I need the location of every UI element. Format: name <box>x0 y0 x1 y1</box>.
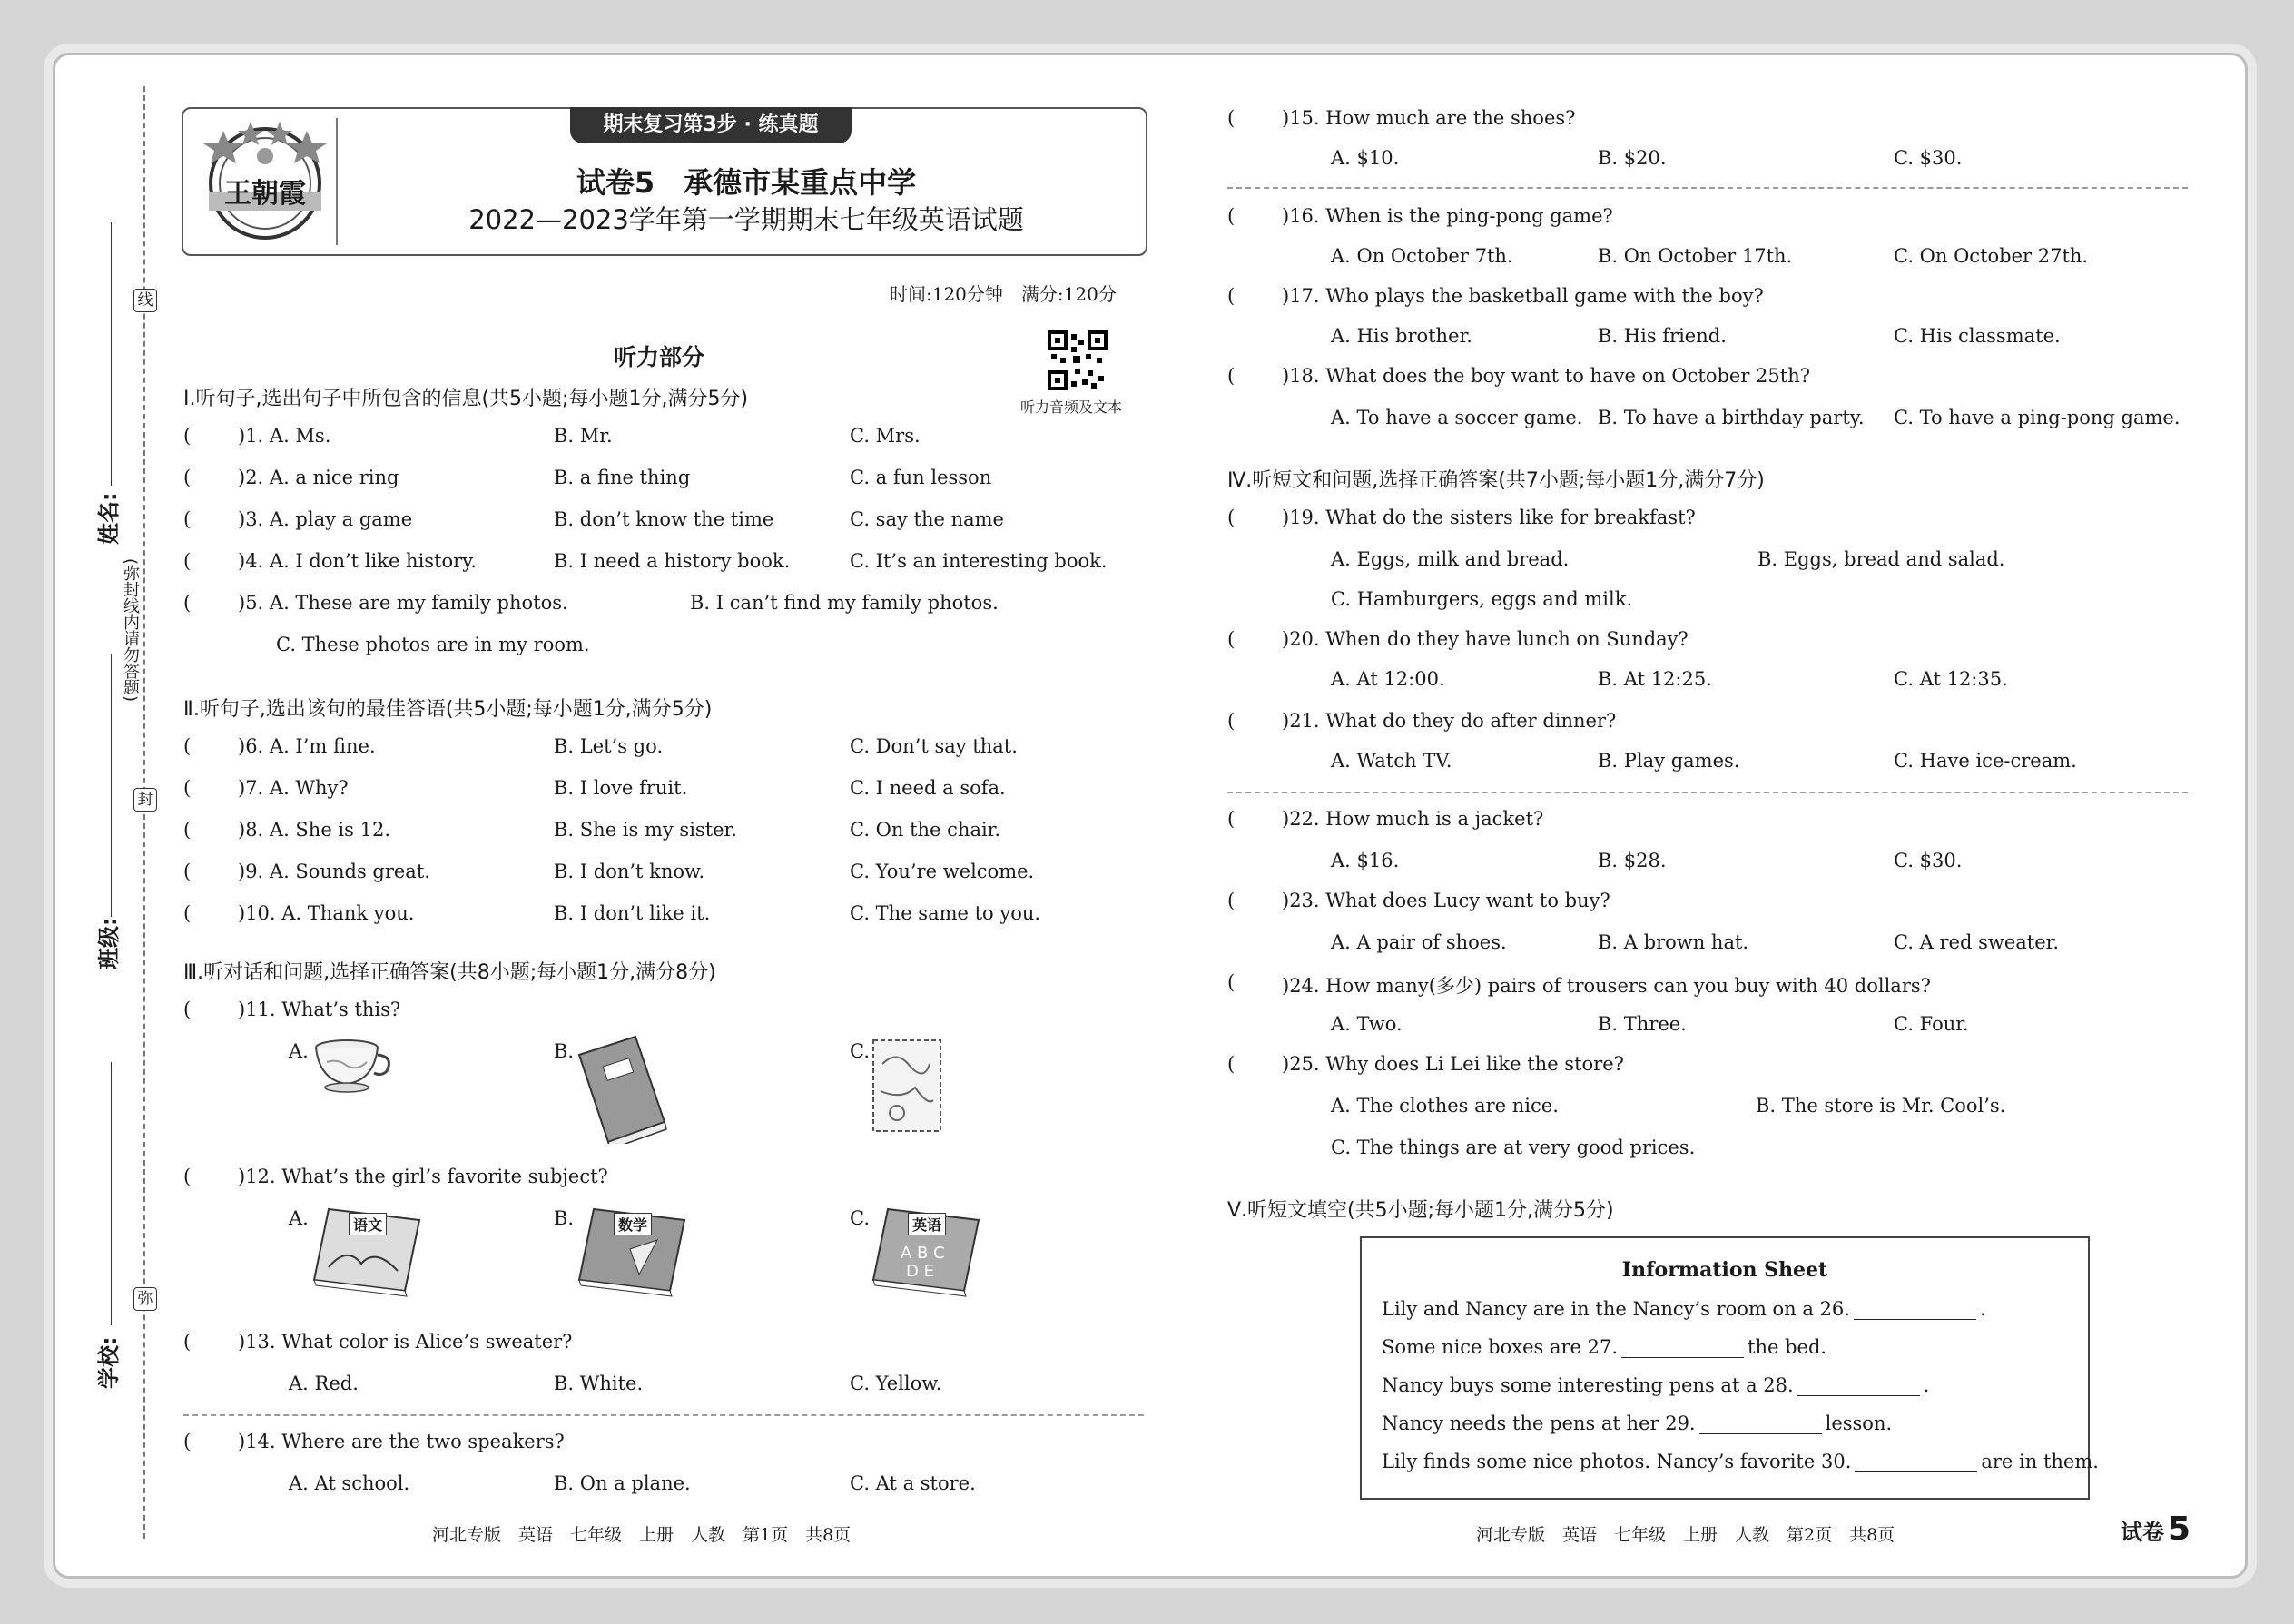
section-1-heading: Ⅰ.听句子,选出句子中所包含的信息(共5小题;每小题1分,满分5分) <box>183 388 749 410</box>
q5-b: B. I can’t find my family photos. <box>690 592 999 614</box>
paren: ( <box>1227 890 1236 911</box>
q6-a: )6. A. I’m fine. <box>238 735 376 757</box>
q14-stem: )14. Where are the two speakers? <box>238 1431 565 1452</box>
q10 <box>183 902 415 924</box>
paren: ( <box>183 1331 192 1353</box>
info-line-27-text: Some nice boxes are 27. <box>1382 1336 1619 1358</box>
header-divider <box>336 118 338 245</box>
cup-icon <box>310 1035 396 1095</box>
paren: ( <box>1227 365 1236 387</box>
info-line-27-end: the bed. <box>1748 1336 1827 1358</box>
time-info: 时间:120分钟 满分:120分 <box>890 283 1117 305</box>
q6-c: C. Don’t say that. <box>850 735 1018 757</box>
q14-c: C. At a store. <box>850 1472 976 1494</box>
seal-mi: 弥 <box>133 1287 157 1311</box>
q20 <box>1227 628 1689 650</box>
section-5-heading: Ⅴ.听短文填空(共5小题;每小题1分,满分5分) <box>1227 1199 1614 1222</box>
q23-stem: )23. What does Lucy want to buy? <box>1282 890 1610 911</box>
q7 <box>183 777 349 799</box>
q8-a: )8. A. She is 12. <box>238 819 390 841</box>
paren: ( <box>183 592 192 614</box>
q10-a: )10. A. Thank you. <box>238 902 415 924</box>
blank-29[interactable] <box>1699 1417 1822 1434</box>
q9 <box>183 861 430 882</box>
q17-stem: )17. Who plays the basketball game with the boy? <box>1282 285 1764 307</box>
q5-c: C. These photos are in my room. <box>276 634 590 655</box>
q11 <box>183 999 401 1020</box>
q2-c: C. a fun lesson <box>850 467 992 488</box>
section-4-heading: Ⅳ.听短文和问题,选择正确答案(共7小题;每小题1分,满分7分) <box>1227 469 1765 492</box>
blank-26[interactable] <box>1854 1303 1976 1320</box>
q13-b: B. White. <box>554 1373 644 1394</box>
logo-text: 王朝霞 <box>224 178 306 210</box>
paren: ( <box>183 861 192 882</box>
q20-a: A. At 12:00. <box>1331 668 1445 690</box>
q17-b: B. His friend. <box>1598 325 1727 347</box>
q16-a: A. On October 7th. <box>1331 245 1513 267</box>
info-line-26-end: . <box>1979 1298 1986 1320</box>
q13-stem: )13. What color is Alice’s sweater? <box>238 1331 573 1353</box>
blank-30[interactable] <box>1855 1455 1977 1472</box>
q14 <box>183 1431 565 1452</box>
name-line[interactable] <box>111 222 112 486</box>
q23-a: A. A pair of shoes. <box>1331 931 1507 953</box>
q2-b: B. a fine thing <box>554 467 691 488</box>
q19-stem: )19. What do the sisters like for breakfast? <box>1282 507 1696 528</box>
q15 <box>1227 107 1576 129</box>
footer-right: 河北专版 英语 七年级 上册 人教 第2页 共8页 <box>1476 1525 1895 1545</box>
chinese-book-label: 语文 <box>349 1213 387 1235</box>
q18-a: A. To have a soccer game. <box>1331 407 1583 428</box>
school-line[interactable] <box>111 1062 112 1325</box>
q10-b: B. I don’t like it. <box>554 902 711 924</box>
banner: 期末复习第3步 · 练真题 <box>570 107 852 143</box>
paper-badge-label: 试卷 <box>2121 1520 2164 1545</box>
q4-c: C. It’s an interesting book. <box>850 550 1108 572</box>
paren: ( <box>1227 628 1236 650</box>
q7-b: B. I love fruit. <box>554 777 688 799</box>
q20-b: B. At 12:25. <box>1598 668 1712 690</box>
name-label: 姓名: <box>96 492 122 545</box>
q2 <box>183 467 399 488</box>
q4-b: B. I need a history book. <box>554 550 791 572</box>
seal-feng: 封 <box>133 788 157 812</box>
q11-c: C. <box>850 1040 870 1062</box>
info-title: Information Sheet <box>1621 1258 1828 1282</box>
q20-stem: )20. When do they have lunch on Sunday? <box>1282 628 1689 650</box>
q21-b: B. Play games. <box>1598 750 1740 772</box>
info-line-26 <box>1382 1298 1986 1320</box>
q3 <box>183 508 413 530</box>
paren: ( <box>183 508 192 530</box>
paren: ( <box>183 999 192 1020</box>
info-line-28-end: . <box>1923 1374 1930 1396</box>
logo-emblem <box>202 118 329 243</box>
class-line[interactable] <box>111 654 112 917</box>
info-line-26-text: Lily and Nancy are in the Nancy’s room on a 26. <box>1382 1298 1850 1320</box>
q11-b: B. <box>554 1040 575 1062</box>
q25-stem: )25. Why does Li Lei like the store? <box>1282 1053 1624 1075</box>
q22-b: B. $28. <box>1598 850 1667 871</box>
q11-stem: )11. What’s this? <box>238 999 401 1020</box>
svg-text:A B C: A B C <box>901 1244 945 1263</box>
q10-c: C. The same to you. <box>850 902 1041 924</box>
info-line-30 <box>1382 1451 2099 1472</box>
svg-text:D E: D E <box>906 1262 934 1281</box>
q24-c: C. Four. <box>1894 1013 1969 1035</box>
paren: ( <box>183 735 192 757</box>
q9-a: )9. A. Sounds great. <box>238 861 430 882</box>
paren: ( <box>1227 507 1236 528</box>
q19-a: A. Eggs, milk and bread. <box>1331 548 1570 570</box>
q21-a: A. Watch TV. <box>1331 750 1452 772</box>
q17 <box>1227 285 1764 307</box>
q23 <box>1227 890 1610 911</box>
q19-b: B. Eggs, bread and salad. <box>1757 548 2005 570</box>
paren: ( <box>183 467 192 488</box>
paren: ( <box>1227 1053 1236 1075</box>
school-label: 学校: <box>96 1336 122 1389</box>
seal-xian: 线 <box>133 289 157 312</box>
paper-badge <box>2121 1511 2191 1548</box>
book-icon <box>572 1035 672 1144</box>
q18-stem: )18. What does the boy want to have on October 25th? <box>1282 365 1811 387</box>
divider <box>1227 792 2188 793</box>
q12-a: A. <box>289 1207 309 1229</box>
info-line-28 <box>1382 1374 1929 1396</box>
q14-b: B. On a plane. <box>554 1472 691 1494</box>
qr-caption: 听力音频及文本 <box>1020 399 1123 416</box>
q12-c: C. <box>850 1207 870 1229</box>
q22-a: A. $16. <box>1331 850 1400 871</box>
q15-a: A. $10. <box>1331 147 1400 169</box>
q13 <box>183 1331 573 1353</box>
q16 <box>1227 205 1613 227</box>
divider <box>1227 187 2188 189</box>
info-line-29-end: lesson. <box>1825 1412 1893 1434</box>
english-book-icon <box>870 1204 988 1298</box>
paren: ( <box>1227 710 1236 732</box>
info-line-28-text: Nancy buys some interesting pens at a 28. <box>1382 1374 1794 1396</box>
q19-c: C. Hamburgers, eggs and milk. <box>1331 588 1633 610</box>
q18-b: B. To have a birthday party. <box>1598 407 1865 428</box>
q24 <box>1227 971 1931 997</box>
q12-b: B. <box>554 1207 575 1229</box>
listening-title: 听力部分 <box>614 344 705 370</box>
q20-c: C. At 12:35. <box>1894 668 2008 690</box>
q1-b: B. Mr. <box>554 425 613 447</box>
q8-b: B. She is my sister. <box>554 819 737 841</box>
paren: ( <box>1227 971 1236 993</box>
q13-c: C. Yellow. <box>850 1373 942 1394</box>
q24-a: A. Two. <box>1331 1013 1403 1035</box>
english-book-label: 英语 <box>908 1213 946 1235</box>
q17-c: C. His classmate. <box>1894 325 2061 347</box>
divider <box>183 1414 1144 1416</box>
q4 <box>183 550 477 572</box>
q3-c: C. say the name <box>850 508 1004 530</box>
q5-a: )5. A. These are my family photos. <box>238 592 568 614</box>
info-line-30-text: Lily finds some nice photos. Nancy’s favorite 30. <box>1382 1451 1852 1472</box>
q16-b: B. On October 17th. <box>1598 245 1793 267</box>
blank-28[interactable] <box>1797 1379 1920 1396</box>
q22-c: C. $30. <box>1894 850 1963 871</box>
q22 <box>1227 808 1544 830</box>
math-book-icon <box>576 1204 694 1298</box>
q3-b: B. don’t know the time <box>554 508 774 530</box>
info-line-30-end: are in them. <box>1981 1451 2099 1472</box>
q14-a: A. At school. <box>289 1472 410 1494</box>
q21-stem: )21. What do they do after dinner? <box>1282 710 1617 732</box>
paren: ( <box>183 902 192 924</box>
exam-subtitle: 2022—2023学年第一学期期末七年级英语试题 <box>468 204 1024 235</box>
information-sheet <box>1360 1236 2099 1500</box>
q25-c: C. The things are at very good prices. <box>1331 1137 1696 1158</box>
q15-b: B. $20. <box>1598 147 1667 169</box>
q25-a: A. The clothes are nice. <box>1331 1095 1559 1117</box>
q9-c: C. You’re welcome. <box>850 861 1035 882</box>
q12-stem: )12. What’s the girl’s favorite subject? <box>238 1166 608 1187</box>
q25 <box>1227 1053 1624 1075</box>
q2-a: )2. A. a nice ring <box>238 467 399 488</box>
map-icon <box>870 1037 946 1137</box>
q11-a: A. <box>289 1040 309 1062</box>
q6 <box>183 735 376 757</box>
q19 <box>1227 507 1696 528</box>
q18 <box>1227 365 1811 387</box>
q23-c: C. A red sweater. <box>1894 931 2060 953</box>
math-book-label: 数学 <box>614 1213 652 1235</box>
q22-stem: )22. How much is a jacket? <box>1282 808 1544 830</box>
class-label: 班级: <box>96 917 122 969</box>
q15-c: C. $30. <box>1894 147 1963 169</box>
header-box <box>182 107 1147 256</box>
section-3-heading: Ⅲ.听对话和问题,选择正确答案(共8小题;每小题1分,满分8分) <box>183 961 716 984</box>
paren: ( <box>183 550 192 572</box>
binding-note: (弥封线内请勿答题) <box>121 558 140 703</box>
q18-c: C. To have a ping-pong game. <box>1894 407 2181 428</box>
q8 <box>183 819 390 841</box>
q15-stem: )15. How much are the shoes? <box>1282 107 1576 129</box>
q6-b: B. Let’s go. <box>554 735 664 757</box>
q21 <box>1227 710 1617 732</box>
info-line-29-text: Nancy needs the pens at her 29. <box>1382 1412 1696 1434</box>
blank-27[interactable] <box>1621 1341 1744 1358</box>
q13-a: A. Red. <box>289 1373 359 1394</box>
q23-b: B. A brown hat. <box>1598 931 1749 953</box>
q5 <box>183 592 568 614</box>
paren: ( <box>1227 107 1236 129</box>
paren: ( <box>183 1431 192 1452</box>
q7-a: )7. A. Why? <box>238 777 349 799</box>
paper-badge-number: 5 <box>2168 1511 2191 1548</box>
q7-c: C. I need a sofa. <box>850 777 1006 799</box>
q16-c: C. On October 27th. <box>1894 245 2089 267</box>
q1 <box>183 425 331 447</box>
q25-b: B. The store is Mr. Cool’s. <box>1756 1095 2006 1117</box>
qr-code-icon[interactable] <box>1048 330 1108 390</box>
section-2-heading: Ⅱ.听句子,选出该句的最佳答语(共5小题;每小题1分,满分5分) <box>183 698 713 721</box>
q9-b: B. I don’t know. <box>554 861 705 882</box>
exam-title: 试卷5 承德市某重点中学 <box>576 165 917 200</box>
paren: ( <box>183 1166 192 1187</box>
q1-a: )1. A. Ms. <box>238 425 331 447</box>
info-line-27 <box>1382 1336 1826 1358</box>
q8-c: C. On the chair. <box>850 819 1001 841</box>
chinese-book-icon <box>310 1204 428 1298</box>
q12 <box>183 1166 608 1187</box>
paren: ( <box>1227 285 1236 307</box>
q16-stem: )16. When is the ping-pong game? <box>1282 205 1613 227</box>
q24-b: B. Three. <box>1598 1013 1687 1035</box>
q3-a: )3. A. play a game <box>238 508 413 530</box>
paren: ( <box>183 819 192 841</box>
q21-c: C. Have ice-cream. <box>1894 750 2077 772</box>
info-line-29 <box>1382 1412 1892 1434</box>
q24-stem: )24. How many(多少) pairs of trousers can you buy with 40 dollars? <box>1282 975 1931 997</box>
q17-a: A. His brother. <box>1331 325 1472 347</box>
footer-left: 河北专版 英语 七年级 上册 人教 第1页 共8页 <box>432 1525 852 1545</box>
paren: ( <box>183 425 192 447</box>
paren: ( <box>183 777 192 799</box>
paren: ( <box>1227 205 1236 227</box>
q4-a: )4. A. I don’t like history. <box>238 550 477 572</box>
q1-c: C. Mrs. <box>850 425 921 447</box>
paren: ( <box>1227 808 1236 830</box>
